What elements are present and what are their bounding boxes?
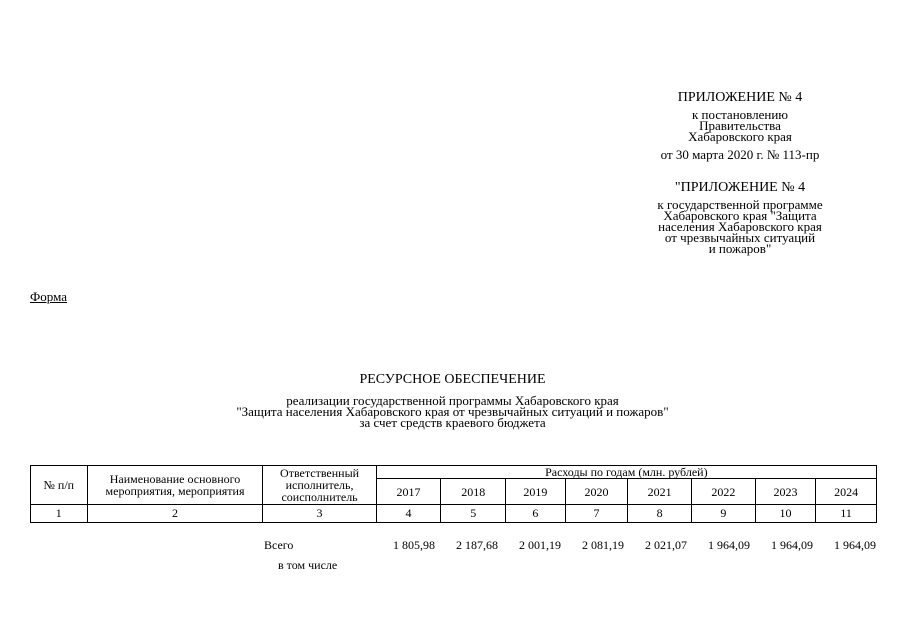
col-responsible-header: Ответственный исполнитель, соисполнитель <box>263 466 376 505</box>
program-appendix-block <box>630 180 850 254</box>
total-value: 2 021,07 <box>645 538 687 552</box>
program-appendix-title: "ПРИЛОЖЕНИЕ № 4 <box>674 180 806 195</box>
year-header: 2021 <box>628 479 692 505</box>
total-value: 2 081,19 <box>582 538 624 552</box>
total-value: 1 964,09 <box>834 538 876 552</box>
column-number-cell: 4 <box>376 505 441 523</box>
column-number-cell: 9 <box>691 505 755 523</box>
program-appendix-line: от чрезвычайных ситуаций <box>664 230 816 245</box>
column-numbering-row <box>31 505 877 523</box>
column-number-cell: 8 <box>628 505 692 523</box>
appendix-line: к постановлению <box>691 107 789 122</box>
col-number-header: № п/п <box>31 466 88 505</box>
column-number-cell: 2 <box>87 505 263 523</box>
appendix-block <box>630 90 850 162</box>
document-heading <box>0 372 905 428</box>
col-expenses-header: Расходы по годам (млн. рублей) <box>376 466 876 479</box>
total-value: 2 001,19 <box>519 538 561 552</box>
resources-table <box>30 465 877 523</box>
year-header: 2022 <box>691 479 755 505</box>
total-value: 1 964,09 <box>771 538 813 552</box>
appendix-date: от 30 марта 2020 г. № 113-пр <box>660 147 820 162</box>
col-name-header: Наименование основного мероприятия, мероприятия <box>87 466 263 505</box>
form-label: Форма <box>30 289 67 304</box>
total-value: 1 964,09 <box>708 538 750 552</box>
program-appendix-line: Хабаровского края "Защита <box>663 208 817 223</box>
total-value: 2 187,68 <box>456 538 498 552</box>
column-number-cell: 3 <box>263 505 376 523</box>
appendix-line: Хабаровского края <box>688 129 792 144</box>
total-value: 1 805,98 <box>393 538 435 552</box>
year-header: 2018 <box>441 479 506 505</box>
column-number-cell: 1 <box>31 505 88 523</box>
column-number-cell: 5 <box>441 505 506 523</box>
column-number-cell: 7 <box>565 505 628 523</box>
year-header: 2023 <box>755 479 816 505</box>
year-header: 2020 <box>565 479 628 505</box>
appendix-title: ПРИЛОЖЕНИЕ № 4 <box>677 90 803 105</box>
including-label: в том числе <box>278 558 338 572</box>
total-values <box>372 538 876 553</box>
column-number-cell: 10 <box>755 505 816 523</box>
heading-line: реализации государственной программы Хабаровского края <box>286 393 619 408</box>
year-header: 2024 <box>816 479 877 505</box>
year-header: 2019 <box>506 479 566 505</box>
program-appendix-line: и пожаров" <box>708 241 772 256</box>
heading-line: за счет средств краевого бюджета <box>359 415 546 430</box>
total-label: Всего <box>264 538 294 552</box>
column-number-cell: 6 <box>506 505 566 523</box>
program-appendix-line: к государственной программе <box>657 197 823 212</box>
program-appendix-line: населения Хабаровского края <box>658 219 822 234</box>
heading-line: "Защита населения Хабаровского края от чрезвычайных ситуаций и пожаров" <box>236 404 669 419</box>
heading-title: РЕСУРСНОЕ ОБЕСПЕЧЕНИЕ <box>359 372 546 387</box>
year-header: 2017 <box>376 479 441 505</box>
column-number-cell: 11 <box>816 505 877 523</box>
appendix-line: Правительства <box>699 118 781 133</box>
